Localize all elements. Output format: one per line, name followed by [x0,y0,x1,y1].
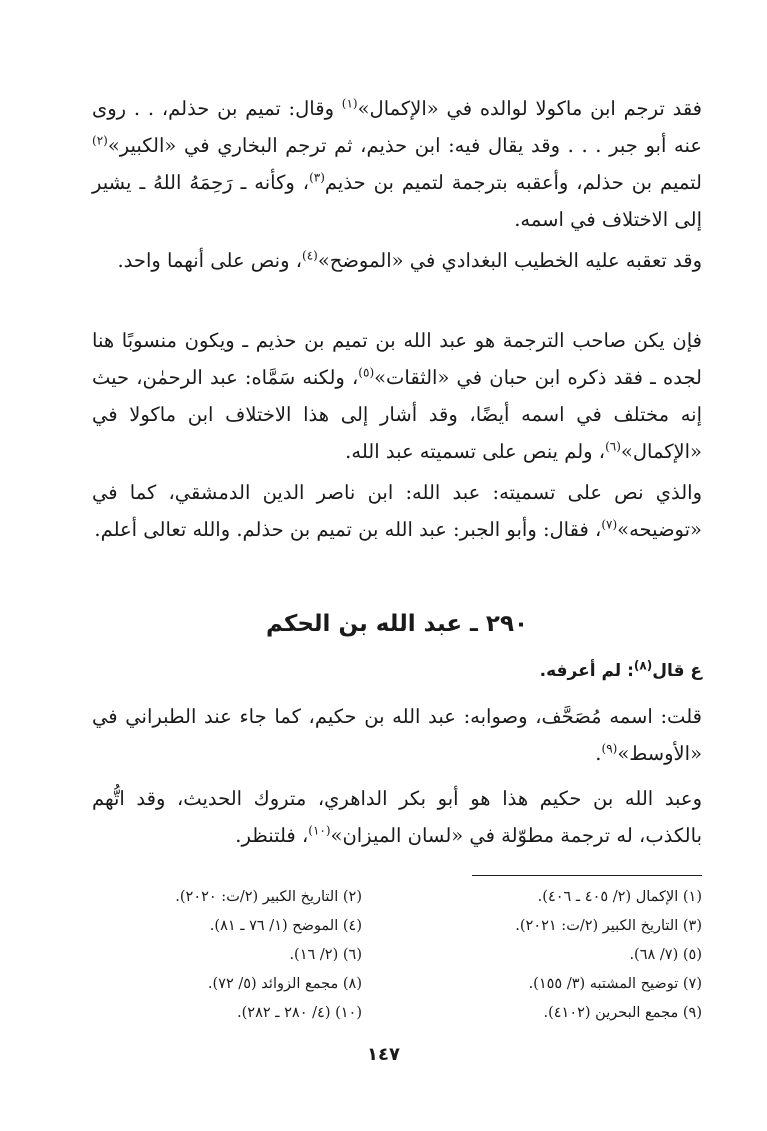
footnote-ref-4[interactable]: (٤) [302,248,318,263]
footnotes-column-right [422,883,702,1028]
footnote-ref-10[interactable]: (١٠) [308,823,331,838]
footnote-ref-5[interactable]: (٥) [358,365,375,380]
footnote-ref-8[interactable]: (٨) [633,658,653,673]
footnote-4: (٤) الموضح (١/ ٧٦ ـ ٨١). [209,918,362,934]
footnote-ref-2[interactable]: (٢) [92,133,108,148]
footnote-ref-9[interactable]: (٩) [601,741,618,756]
paragraph-5: قلت: اسمه مُصَحَّف، وصوابه: عبد الله بن حكيم، كما جاء عند الطبراني في «الأوسط»$^{(٩)}$. [92,705,702,765]
paragraph-3: فإن يكن صاحب الترجمة هو عبد الله بن تميم بن حذيم ـ ويكون منسوبًا هنا لجده ـ فقد ذكره ابن حبان في «الثقات»$^{(٥)}$، ولكنه سَمَّاه: عبد الرحمٰن، حيث إنه مختلف في اسمه أيضًا، وقد أشار إلى هذا الاختلاف ابن ماكولا في «الإكمال»$^{(٦)}$، ولم ينص على تسميته عبد الله. [92,329,702,463]
paragraph-6: وعبد الله بن حكيم هذا هو أبو بكر الداهري، متروك الحديث، وقد اتُّهم بالكذب، له ترجمة مطوّلة في «لسان الميزان»$^{(١٠)}$، فلتنظر. [92,787,702,847]
footnotes-column-left [82,883,362,1028]
footnote-ref-1[interactable]: (١) [341,96,358,111]
footnote-ref-7[interactable]: (٧) [601,517,618,532]
entry-heading: ٢٩٠ ـ عبد الله بن الحكم [265,611,529,637]
footnote-5: (٥) (٧/ ٦٨). [629,947,702,963]
footnote-7: (٧) توضيح المشتبه (٣/ ١٥٥). [528,976,702,992]
footnote-3: (٣) التاريخ الكبير (٢/ت: ٢٠٢١). [515,918,702,934]
footnote-1: (١) الإكمال (٢/ ٤٠٥ ـ ٤٠٦). [537,889,702,905]
footnote-divider [472,875,702,876]
paragraph-1: فقد ترجم ابن ماكولا لوالده في «الإكمال»$^{(١)}$ وقال: تميم بن حذلم، . . روى عنه أبو جبر . . . وقد يقال فيه: ابن حذيم، ثم ترجم البخاري في «الكبير»$^{(٢)}$ لتميم بن حذلم، وأعقبه بترجمة لتميم بن حذيم$^{(٣)}$، وكأنه ـ رَحِمَهُ اللهُ ـ يشير إلى الاختلاف في اسمه. [92,96,703,231]
footnote-8: (٨) مجمع الزوائد (٥/ ٧٢). [207,976,362,992]
qal-line: ع قال$^{(٨)}$: لم أعرفه. [539,658,702,681]
source-marker: ع [690,661,702,681]
footnote-ref-3[interactable]: (٣) [309,170,325,185]
footnote-ref-6[interactable]: (٦) [605,439,621,454]
paragraph-2: وقد تعقبه عليه الخطيب البغدادي في «الموضح»$^{(٤)}$، ونص على أنهما واحد. [117,248,702,272]
footnote-2: (٢) التاريخ الكبير (٢/ت: ٢٠٢٠). [175,889,362,905]
footnote-9: (٩) مجمع البحرين (٤١٠٢). [543,1005,702,1021]
paragraph-4: والذي نص على تسميته: عبد الله: ابن ناصر الدين الدمشقي، كما في «توضيحه»$^{(٧)}$، فقال: وأبو الجبر: عبد الله بن تميم بن حذلم. والله تعالى أعلم. [92,481,702,541]
page-number: ١٤٧ [367,1044,400,1065]
footnote-6: (٦) (٢/ ١٦). [289,947,362,963]
footnote-10: (١٠) (٤/ ٢٨٠ ـ ٢٨٢). [237,1005,362,1021]
